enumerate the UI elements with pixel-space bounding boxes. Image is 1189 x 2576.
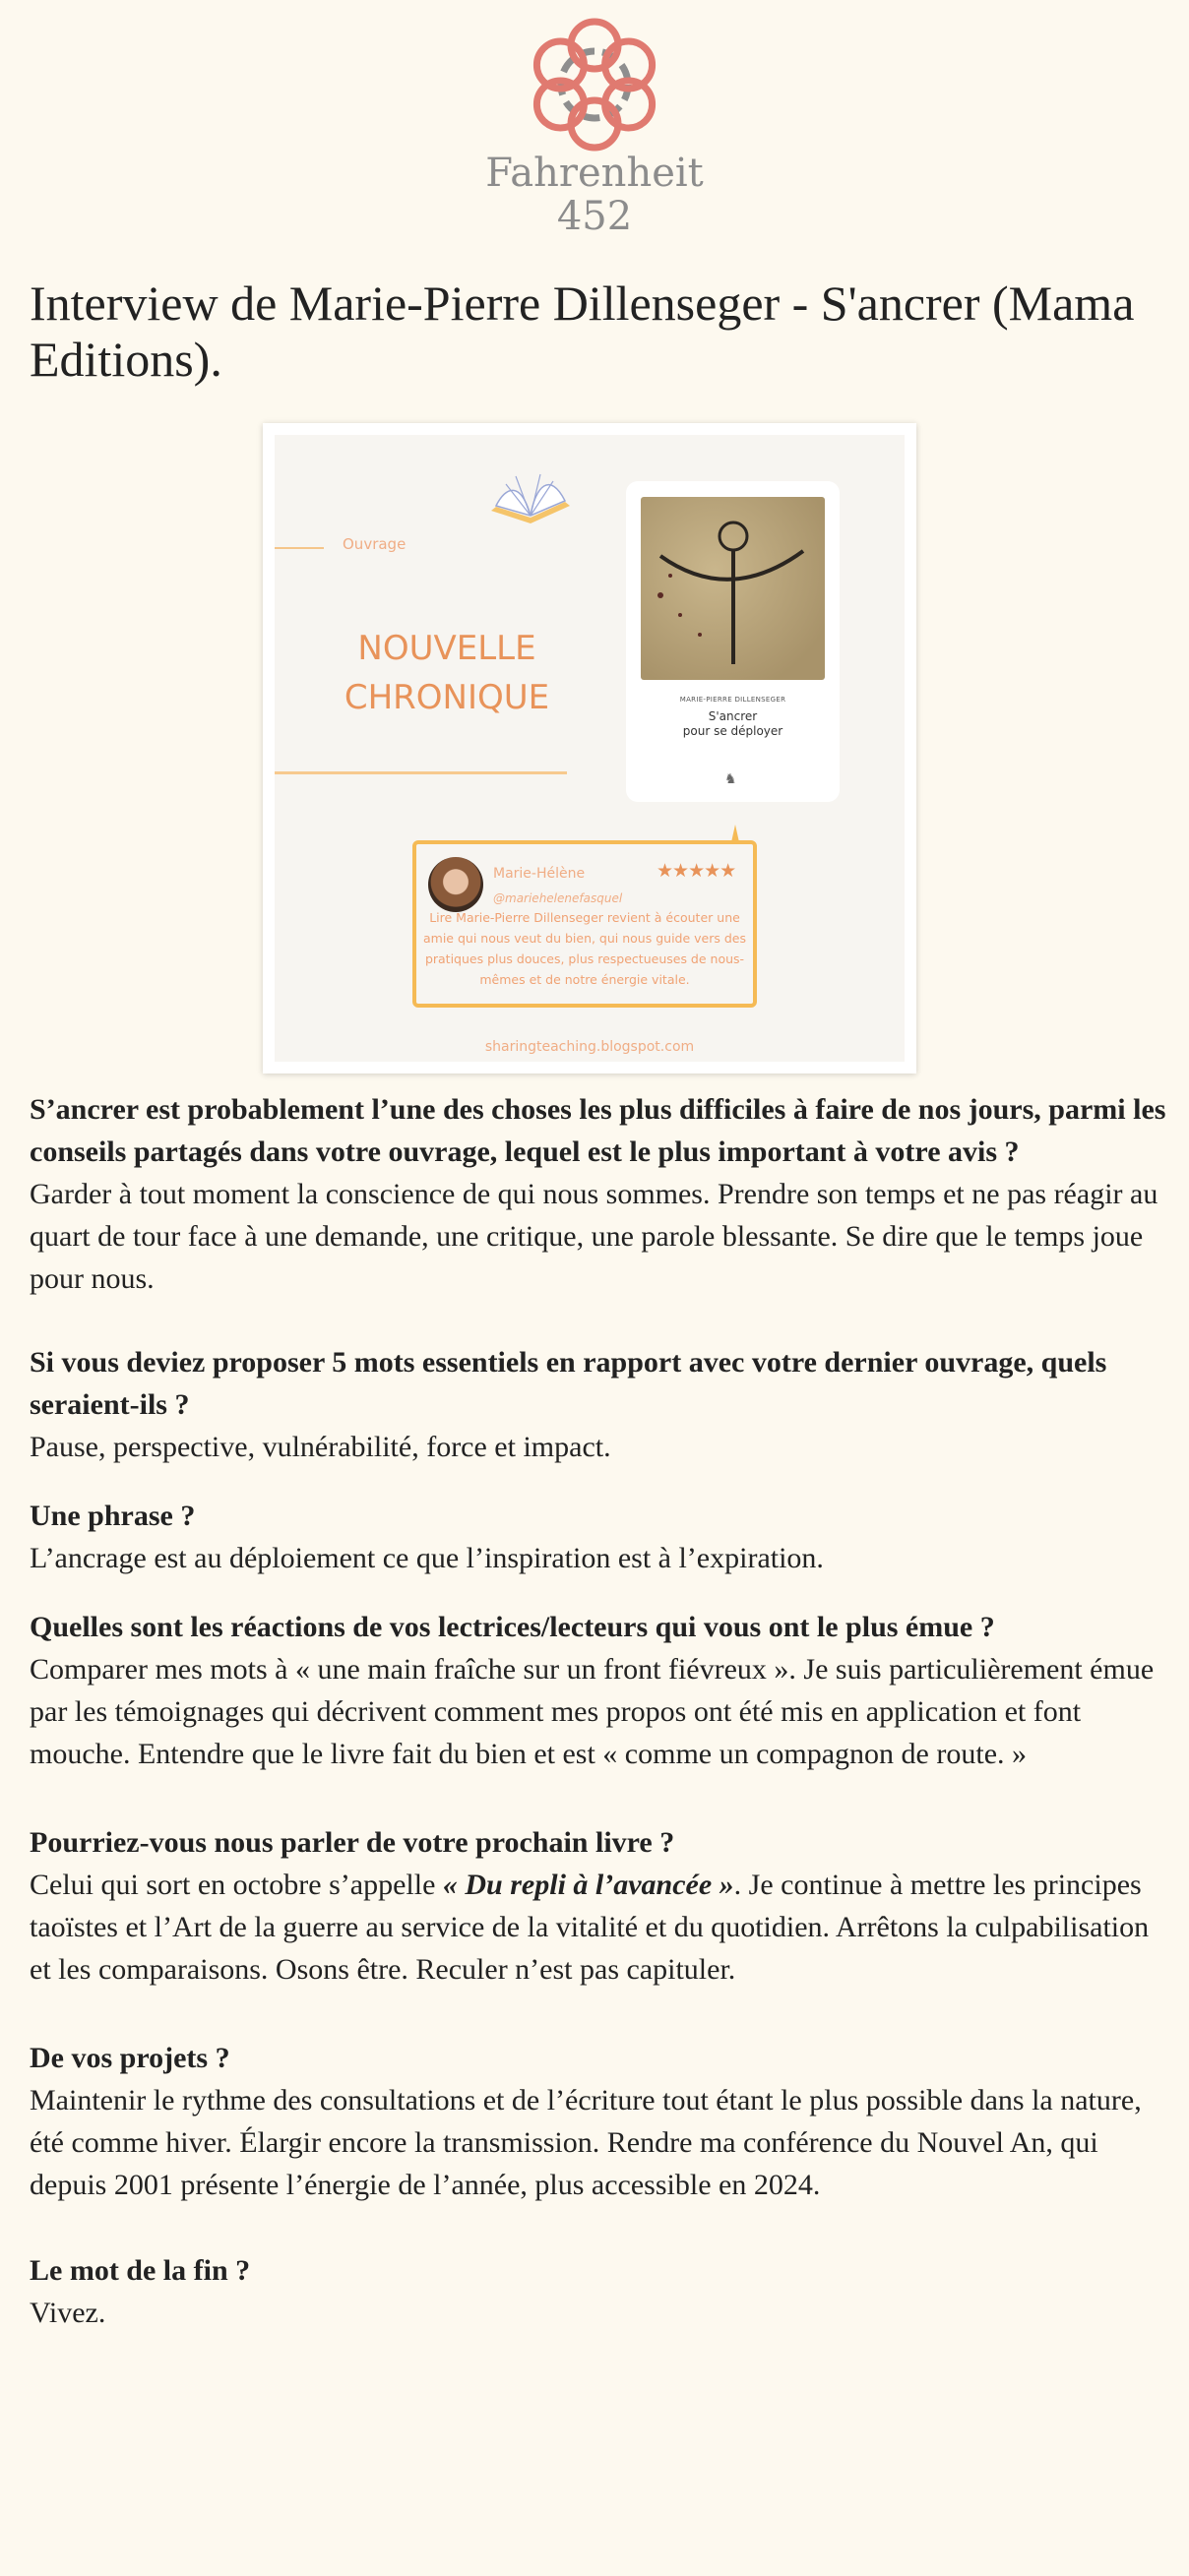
book-title	[626, 709, 840, 739]
question: Pourriez-vous nous parler de votre prochain livre ?	[30, 1826, 675, 1859]
question: Quelles sont les réactions de vos lectrices/lecteurs qui vous ont le plus émue ?	[30, 1611, 995, 1643]
answer-text: Celui qui sort en octobre s’appelle	[30, 1869, 443, 1901]
qa-block	[30, 2249, 1171, 2334]
book-title-emphasis: « Du repli à l’avancée »	[442, 1869, 734, 1901]
question: S’ancrer est probablement l’une des choses les plus difficiles à faire de nos jours, parmi les conseils partagés dans votre ouvrage, lequel est le plus important à votre avis ?	[30, 1093, 1166, 1168]
reviewer-handle: @mariehelenefasquel	[493, 891, 623, 905]
book-title-line-1: S'ancrer	[708, 709, 758, 723]
article-image	[263, 423, 916, 1073]
question: Une phrase ?	[30, 1500, 196, 1532]
answer-text: . Je continue à mettre les principes taoïstes et l’Art de la guerre au service de la vitalité et du quotidien. Arrêtons la culpabilisation et les comparaisons. Osons être. Reculer n’est pas capituler.	[30, 1869, 1150, 1986]
qa-block	[30, 1341, 1171, 1468]
reviewer-avatar	[428, 857, 483, 912]
question: De vos projets ?	[30, 2042, 230, 2074]
stick-figure-icon	[641, 497, 825, 680]
question: Le mot de la fin ?	[30, 2254, 251, 2287]
book-title-line-2: pour se déployer	[682, 724, 783, 738]
qa-block	[30, 1821, 1171, 1991]
review-text: Lire Marie-Pierre Dillenseger revient à écouter une amie qui nous veut du bien, qui nous guide vers des pratiques plus douces, plus respectueuses de nous-mêmes et de notre énergie vitale.	[423, 910, 746, 987]
image-headline	[314, 624, 580, 722]
answer: Comparer mes mots à « une main fraîche sur un front fiévreux ». Je suis particulièrement émue par les témoignages qui décrivent comment mes propos ont été mis en application et font mouche. Entendre que le livre fait du bien et est « comme un compagnon de route. »	[30, 1653, 1155, 1770]
book-cover-card	[626, 481, 840, 802]
reviewer-name: Marie-Hélène	[493, 866, 586, 882]
review-bubble	[412, 840, 757, 1008]
answer	[30, 1864, 1171, 1991]
answer: Vivez.	[30, 2297, 106, 2329]
answer: Garder à tout moment la conscience de qui nous sommes. Prendre son temps et ne pas réagir au quart de tour face à une demande, une critique, une parole blessante. Se dire que le temps joue pour nous.	[30, 1178, 1158, 1295]
headline-line-1: NOUVELLE	[357, 629, 536, 668]
image-url: sharingteaching.blogspot.com	[484, 1039, 695, 1055]
qa-block	[30, 1495, 1171, 1579]
divider	[275, 547, 324, 549]
image-label: Ouvrage	[343, 535, 407, 553]
logo-line-1: Fahrenheit	[485, 151, 704, 196]
answer: Pause, perspective, vulnérabilité, force et impact.	[30, 1431, 611, 1463]
qa-block	[30, 1088, 1171, 1300]
book-author: MARIE-PIERRE DILLENSEGER	[679, 696, 786, 704]
open-book-icon	[486, 466, 575, 528]
qa-block	[30, 1606, 1171, 1775]
book-cover-art	[641, 497, 825, 680]
answer: L’ancrage est au déploiement ce que l’inspiration est à l’expiration.	[30, 1542, 824, 1574]
rating-stars: ★★★★★	[657, 861, 736, 882]
site-logo[interactable]	[0, 18, 1189, 238]
question: Si vous deviez proposer 5 mots essentiels en rapport avec votre dernier ouvrage, quels seraient-ils ?	[30, 1346, 1107, 1421]
image-canvas	[275, 435, 905, 1062]
publisher-logo-icon: ♞	[724, 772, 737, 787]
logo-line-2: 452	[556, 194, 633, 239]
knot-logo-icon	[528, 18, 661, 152]
headline-line-2: CHRONIQUE	[344, 678, 550, 717]
article-title: Interview de Marie-Pierre Dillenseger - S'ancrer (Mama Editions).	[30, 276, 1135, 387]
qa-block	[30, 2037, 1171, 2206]
divider	[275, 771, 567, 774]
logo-text	[0, 152, 1189, 238]
answer: Maintenir le rythme des consultations et de l’écriture tout étant le plus possible dans la nature, été comme hiver. Élargir encore la transmission. Rendre ma conférence du Nouvel An, qui depuis 2001 présente l’énergie de l’année, plus accessible en 2024.	[30, 2084, 1142, 2201]
interview-body	[30, 1088, 1171, 2334]
